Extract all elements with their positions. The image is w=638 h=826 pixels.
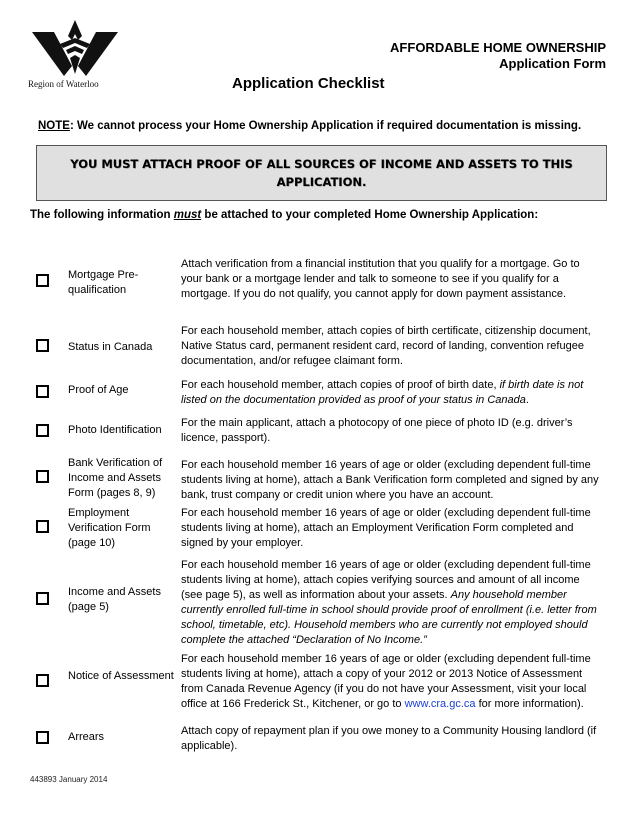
desc-italic: if birth date is not listed on the documentation provided as proof of your status in Canada <box>181 379 584 406</box>
org-name: Region of Waterloo <box>28 79 99 89</box>
intro-after: be attached to your completed Home Ownership Application: <box>201 209 539 221</box>
checkbox-photo-identification[interactable] <box>36 424 49 437</box>
item-description: Attach verification from a financial institution that you qualify for a mortgage. Go to your bank or a mortgage lender and talk to someone to see if you qualify for a mortgage. If you do not qualify, you cannot apply for down payment assistance. <box>181 258 580 300</box>
item-description: Attach copy of repayment plan if you owe money to a Community Housing landlord (if applicable). <box>181 725 597 752</box>
checkbox-proof-of-age[interactable] <box>36 385 49 398</box>
form-header <box>390 40 606 72</box>
banner-text: YOU MUST ATTACH PROOF OF ALL SOURCES OF INCOME AND ASSETS TO THIS APPLICATION. <box>70 157 573 189</box>
checkbox-income-and-assets[interactable] <box>36 592 49 605</box>
item-description <box>181 558 601 648</box>
checkbox-bank-verification[interactable] <box>36 470 49 483</box>
region-of-waterloo-logo-icon <box>30 18 120 78</box>
item-label: Employment Verification Form (page 10) <box>68 507 151 549</box>
note-text: : We cannot process your Home Ownership Application if required documentation is missing. <box>69 120 582 132</box>
note-label: NOTE <box>38 120 70 132</box>
item-description: For each household member 16 years of age or older (excluding dependent full-time students living at home), attach a Bank Verification form completed and signed by any bank, trust company or credit union where you have an account. <box>181 459 599 501</box>
item-label: Notice of Assessment <box>68 670 174 682</box>
checkbox-employment-verification[interactable] <box>36 520 49 533</box>
item-label: Photo Identification <box>68 424 162 436</box>
desc-end: for more information). <box>475 698 584 710</box>
item-label: Bank Verification of Income and Assets Form (pages 8, 9) <box>68 457 163 499</box>
item-label: Status in Canada <box>68 341 153 353</box>
item-description: For each household member 16 years of age or older (excluding dependent full-time students living at home), attach an Employment Verification Form completed and signed by your employer. <box>181 507 591 549</box>
program-title: AFFORDABLE HOME OWNERSHIP <box>390 40 606 55</box>
cra-link[interactable]: www.cra.gc.ca <box>404 698 476 710</box>
item-description <box>181 378 601 408</box>
form-subtitle: Application Form <box>499 56 606 71</box>
checkbox-arrears[interactable] <box>36 731 49 744</box>
item-label: Arrears <box>68 731 105 743</box>
checkbox-mortgage-prequalification[interactable] <box>36 274 49 287</box>
note <box>38 120 581 132</box>
intro-before: The following information <box>30 209 174 221</box>
form-number-date: 443893 January 2014 <box>30 775 108 784</box>
item-label: Income and Assets (page 5) <box>68 586 161 613</box>
desc-italic: Any household member currently enrolled full-time in school should provide proof of enrollment (i.e. letter from school, timetable, etc). Household members who are currently not employed should complete the attached “Declaration of No Income.” <box>181 589 597 646</box>
item-label: Proof of Age <box>68 384 129 396</box>
desc-text: For each household member 16 years of age or older (excluding dependent full-time students living at home), attach copies verifying sources and amount of all income (see page 5), as well as information about your assets. <box>181 559 591 601</box>
intro-text <box>30 209 538 221</box>
region-logo <box>28 18 128 88</box>
item-description: For each household member, attach copies of birth certificate, citizenship document, Native Status card, permanent resident card, record of landing, convention refugee documentation, and/or refugee claimant form. <box>181 325 591 367</box>
item-description: For the main applicant, attach a photocopy of one piece of photo ID (e.g. driver’s licence, passport). <box>181 417 573 444</box>
checkbox-notice-of-assessment[interactable] <box>36 674 49 687</box>
desc-end: . <box>525 394 529 406</box>
checkbox-status-in-canada[interactable] <box>36 339 49 352</box>
page-title: Application Checklist <box>232 75 385 92</box>
income-assets-banner <box>36 145 607 201</box>
item-description <box>181 652 601 712</box>
item-label: Mortgage Pre-qualification <box>68 269 139 296</box>
desc-text: For each household member, attach copies of proof of birth date, <box>181 379 500 391</box>
desc-text: For each household member 16 years of age or older (excluding dependent full-time students living at home), attach a copy of your 2012 or 2013 Notice of Assessment from Canada Revenue Agency (if you do not have your Assessment, visit your local office at 166 Frederick St., Kitchener, or go to <box>181 653 591 710</box>
intro-emphasis: must <box>173 209 202 221</box>
